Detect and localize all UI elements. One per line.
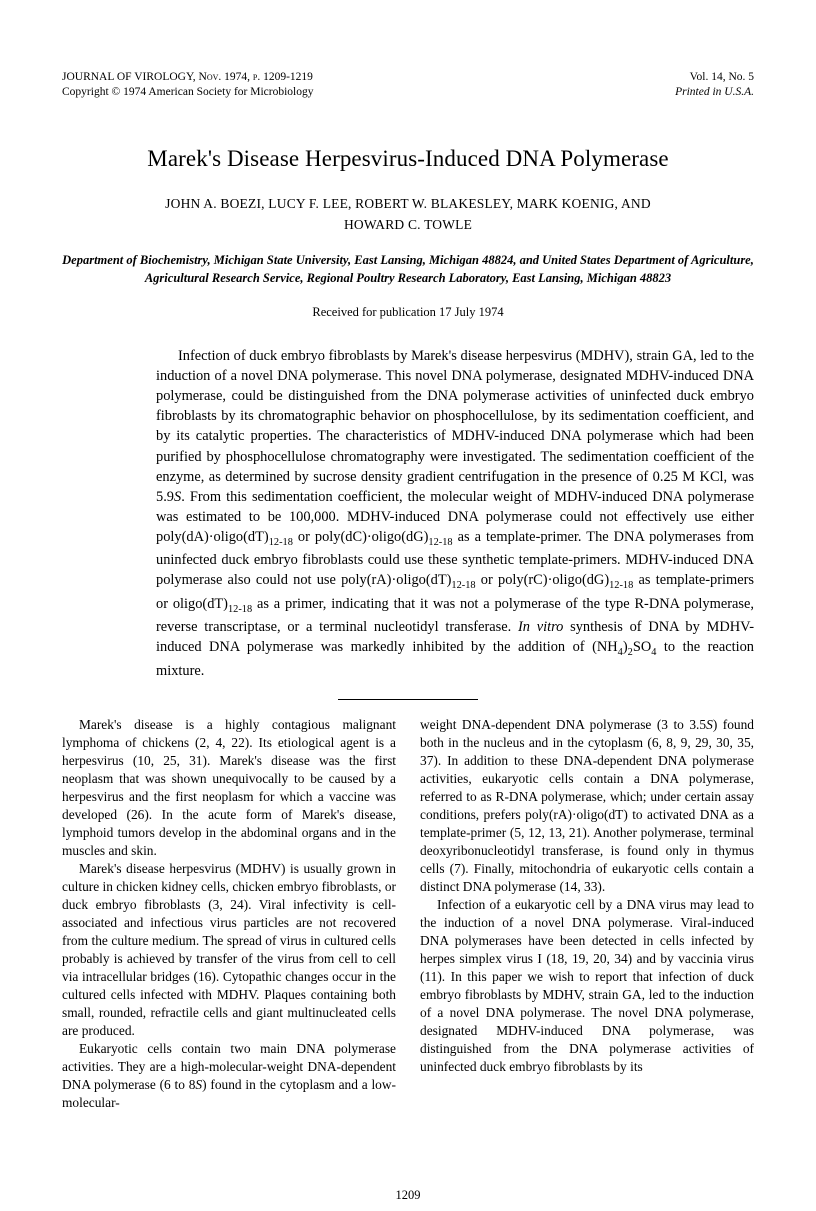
author-line-2: HOWARD C. TOWLE <box>343 216 473 232</box>
received-date: Received for publication 17 July 1974 <box>312 305 504 320</box>
body-columns <box>62 716 754 1113</box>
paragraph: weight DNA-dependent DNA polymerase (3 to 3.5S) found both in the nucleus and in the cytoplasm (6, 8, 9, 29, 30, 35, 37). In addition to these DNA-dependent DNA polymerase activities, eukaryotic cells contain a DNA polymerase, referred to as R-DNA polymerase, which; under certain assay conditions, prefers poly(rA)·oligo(dT) to activated DNA as a template-primer (5, 12, 13, 21). Another polymerase, terminal deoxyribonucleotidyl transferase, is found only in thymus cells (7). Finally, mitochondria of eukaryotic cells contain a distinct DNA polymerase (14, 33). <box>420 716 754 894</box>
paragraph: Eukaryotic cells contain two main DNA polymerase activities. They are a high-molecular-weight DNA-dependent DNA polymerase (6 to 8S) found in the cytoplasm and a low-molecular- <box>62 1041 396 1111</box>
paragraph: Infection of a eukaryotic cell by a DNA virus may lead to the induction of a novel DNA polymerase. Viral-induced DNA polymerases have been detected in cells infected by herpes simplex virus I (18, 19, 20, 34) and by vaccinia virus (11). In this paper we wish to report that infection of duck embryo fibroblasts by MDHV, strain GA, led to the induction of a novel DNA polymerase. The novel DNA polymerase, designated MDHV-induced DNA polymerase, was distinguished from the DNA polymerase activities of uninfected duck embryo fibroblasts by its <box>420 896 754 1075</box>
copyright-line: Copyright © 1974 American Society for Microbiology <box>62 86 314 99</box>
running-head-right <box>675 70 754 100</box>
abstract-text: Infection of duck embryo fibroblasts by Marek's disease herpesvirus (MDHV), strain GA, led to the induction of a novel DNA polymerase. This novel DNA polymerase, designated MDHV-induced DNA polymerase, could be distinguished from the DNA polymerase activities of uninfected duck embryo fibroblasts by its chromatographic behavior on phosphocellulose, by its sedimentation coefficient, and by its catalytic properties. The characteristics of MDHV-induced DNA polymerase which had been purified by phosphocellulose chromatography were investigated. The sedimentation coefficient of the enzyme, as determined by sucrose density gradient centrifugation in the presence of 0.25 M KCl, was 5.9S. From this sedimentation coefficient, the molecular weight of MDHV-induced DNA polymerase was estimated to be 100,000. MDHV-induced DNA polymerase could not effectively use either $poly(dA)\cdot oligo(dT)_{12-18}$ or $poly(dC)\cdot oligo(dG)_{12-18}$ as a template-primer. The DNA polymerases from uninfected duck embryo fibroblasts could use these synthetic template-primers. MDHV-induced DNA polymerase also could not use $poly(rA)\cdot oligo(dT)_{12-18}$ or $poly(rC)\cdot oligo(dG)_{12-18}$ as template-primers or $oligo(dT)_{12-18}$ as a primer, indicating that it was not a polymerase of the type R-DNA polymerase, reverse transcriptase, or a terminal nucleotidyl transferase. In vitro synthesis of DNA by MDHV-induced DNA polymerase was markedly inhibited by the addition of $(NH_4)_2SO_4$ to the reaction mixture. <box>156 348 755 679</box>
page-container <box>62 70 755 1202</box>
paragraph: Marek's disease is a highly contagious malignant lymphoma of chickens (2, 4, 22). Its etiological agent is a herpesvirus (10, 25, 31). Marek's disease was the first neoplasm that was shown unequivocally to be caused by a herpesvirus and the first neoplasm for which a vaccine was developed (26). In the acute form of Marek's disease, lymphoid tumors develop in the abdominal organs and in the muscles and skin. <box>62 716 396 858</box>
section-divider <box>338 699 478 700</box>
running-head-left <box>62 70 313 100</box>
left-column <box>62 716 396 1113</box>
author-line-1: JOHN A. BOEZI, LUCY F. LEE, ROBERT W. BLAKESLEY, MARK KOENIG, AND <box>165 196 651 212</box>
page-number: 1209 <box>395 1188 421 1202</box>
volume-issue: Vol. 14, No. 5 <box>689 71 754 83</box>
running-head <box>62 70 754 100</box>
page-title: Marek's Disease Herpesvirus-Induced DNA Polymerase <box>147 146 669 172</box>
paragraph: Marek's disease herpesvirus (MDHV) is usually grown in culture in chicken kidney cells, chicken embryo fibroblasts, or duck embryo fibroblasts (3, 24). Viral infectivity is cell-associated and infectious virus particles are not recovered from the culture medium. The spread of virus in cultured cells probably is achieved by transfer of the virus from cell to cell via intracellular bridges (16). Cytopathic changes occur in the cultured cells infected with MDHV. Plaques containing both small, rounded, refractile cells and giant multinucleated cells are produced. <box>62 860 396 1039</box>
journal-citation: JOURNAL OF VIROLOGY, Nov. 1974, p. 1209-1219 <box>62 71 313 83</box>
affiliation: Department of Biochemistry, Michigan State University, East Lansing, Michigan 48824, and United States Department of Agriculture, Agricultural Research Service, Regional Poultry Research Laboratory, East Lansing, Michigan 48823 <box>62 252 754 285</box>
abstract <box>156 346 754 681</box>
right-column <box>420 716 754 1113</box>
author-list <box>62 194 754 235</box>
printed-in: Printed in U.S.A. <box>675 86 754 99</box>
